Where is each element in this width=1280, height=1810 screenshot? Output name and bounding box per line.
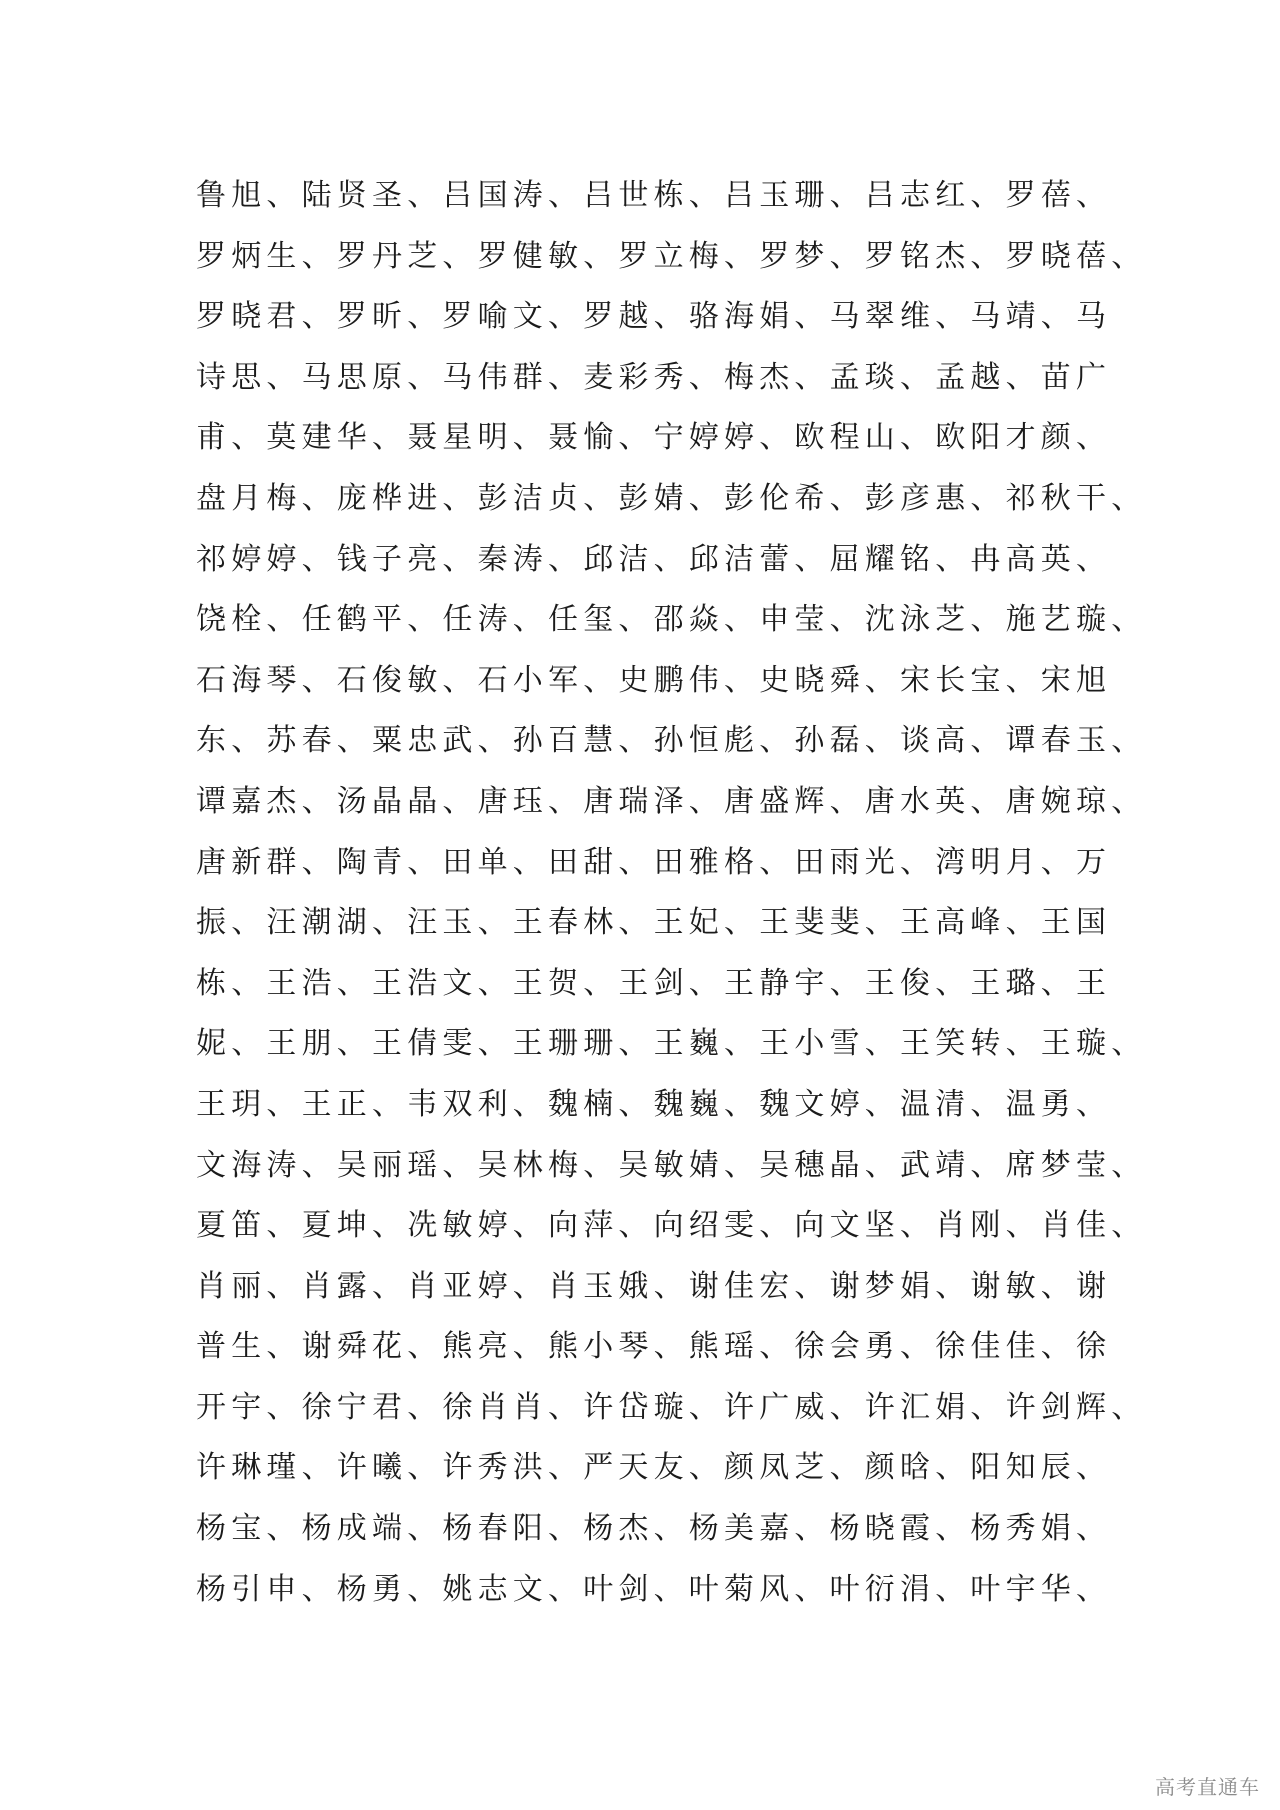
text-line: 诗思、马思原、马伟群、麦彩秀、梅杰、孟琰、孟越、苗广 [196,359,1112,395]
text-line: 开宇、徐宁君、徐肖肖、许岱璇、许广威、许汇娟、许剑辉、 [196,1389,1147,1425]
watermark: 高考直通车 [1155,1775,1260,1799]
text-line: 谭嘉杰、汤晶晶、唐珏、唐瑞泽、唐盛辉、唐水英、唐婉琼、 [196,783,1147,819]
text-line: 罗炳生、罗丹芝、罗健敏、罗立梅、罗梦、罗铭杰、罗晓蓓、 [196,238,1147,274]
text-line: 盘月梅、庞桦进、彭洁贞、彭婧、彭伦希、彭彦惠、祁秋干、 [196,480,1147,516]
text-line: 鲁旭、陆贤圣、吕国涛、吕世栋、吕玉珊、吕志红、罗蓓、 [196,178,1112,213]
text-line: 许琳瑾、许曦、许秀洪、严天友、颜凤芝、颜晗、阳知辰、 [196,1450,1112,1486]
text-line: 杨引申、杨勇、姚志文、叶剑、叶菊风、叶衍涓、叶宇华、 [196,1571,1112,1607]
text-line: 振、汪潮湖、汪玉、王春林、王妃、王斐斐、王高峰、王国 [196,905,1112,941]
text-line: 甫、莫建华、聂星明、聂愉、宁婷婷、欧程山、欧阳才颜、 [196,420,1112,456]
text-line: 栋、王浩、王浩文、王贺、王剑、王静宇、王俊、王璐、王 [196,965,1112,1001]
text-line: 唐新群、陶青、田单、田甜、田雅格、田雨光、湾明月、万 [196,844,1112,880]
text-line: 文海涛、吴丽瑶、吴林梅、吴敏婧、吴穗晶、武靖、席梦莹、 [196,1147,1147,1183]
text-line: 东、苏春、粟忠武、孙百慧、孙恒彪、孙磊、谈高、谭春玉、 [196,723,1147,759]
text-line: 祁婷婷、钱子亮、秦涛、邱洁、邱洁蕾、屈耀铭、冉高英、 [196,541,1112,577]
text-line: 妮、王朋、王倩雯、王珊珊、王巍、王小雪、王笑转、王璇、 [196,1026,1147,1062]
text-line: 普生、谢舜花、熊亮、熊小琴、熊瑶、徐会勇、徐佳佳、徐 [196,1329,1112,1365]
text-line: 肖丽、肖露、肖亚婷、肖玉娥、谢佳宏、谢梦娟、谢敏、谢 [196,1268,1112,1304]
text-line: 夏笛、夏坤、冼敏婷、向萍、向绍雯、向文坚、肖刚、肖佳、 [196,1208,1147,1244]
text-line: 杨宝、杨成端、杨春阳、杨杰、杨美嘉、杨晓霞、杨秀娟、 [196,1511,1112,1547]
name-list [196,166,1147,1620]
text-line: 饶栓、任鹤平、任涛、任玺、邵焱、申莹、沈泳芝、施艺璇、 [196,602,1147,638]
text-line: 王玥、王正、韦双利、魏楠、魏巍、魏文婷、温清、温勇、 [196,1086,1112,1122]
text-line: 石海琴、石俊敏、石小军、史鹏伟、史晓舜、宋长宝、宋旭 [196,662,1112,698]
text-line: 罗晓君、罗昕、罗喻文、罗越、骆海娟、马翠维、马靖、马 [196,299,1112,335]
